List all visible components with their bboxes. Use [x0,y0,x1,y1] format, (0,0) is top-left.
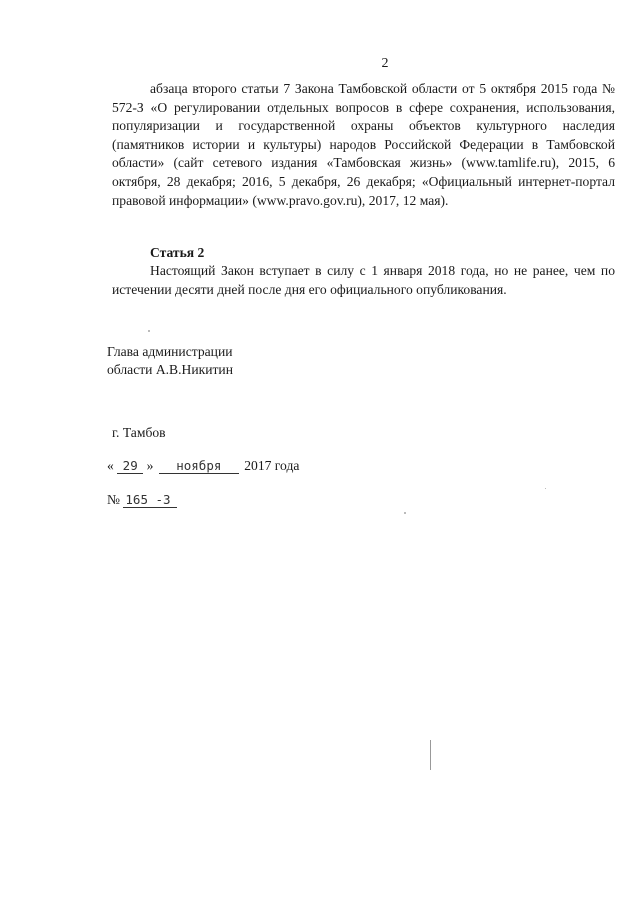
page-number: 2 [381,56,389,71]
article-2-title: Статья 2 [150,245,205,260]
date-day: 29 [117,459,143,474]
date-close-quote: » [146,458,154,473]
article-2-text: Настоящий Закон вступает в силу с 1 января 2018 года, но не ранее, чем по истечении десяти дней после дня его официального опубликования. [112,263,615,297]
law-number [107,492,177,508]
signing-date [107,458,299,474]
number-value: 165 -З [123,493,177,508]
date-month: ноября [159,459,239,474]
signature-name: области А.В.Никитин [107,362,233,377]
signature-position: Глава администрации [107,344,233,359]
scan-speck [545,488,546,489]
date-open-quote: « [107,458,114,473]
scan-speck [404,512,406,514]
number-label: № [107,492,120,507]
scan-speck [430,740,431,770]
city: г. Тамбов [112,425,166,440]
signature-block [107,343,233,379]
paragraph-continuation: абзаца второго статьи 7 Закона Тамбовской области от 5 октября 2015 года № 572-З «О регулировании отдельных вопросов в сфере сохранения, использования, популяризации и государственной охраны объектов культурного наследия (памятников истории и культуры) народов Российской Федерации в Тамбовской области» (сайт сетевого издания «Тамбовская жизнь» (www.tamlife.ru), 2015, 6 октября, 28 декабря; 2016, 5 декабря, 26 декабря; «Официальный интернет-портал правовой информации» (www.pravo.gov.ru), 2017, 12 мая). [112,81,615,208]
date-year: 2017 года [244,458,300,473]
scan-speck [148,330,150,332]
